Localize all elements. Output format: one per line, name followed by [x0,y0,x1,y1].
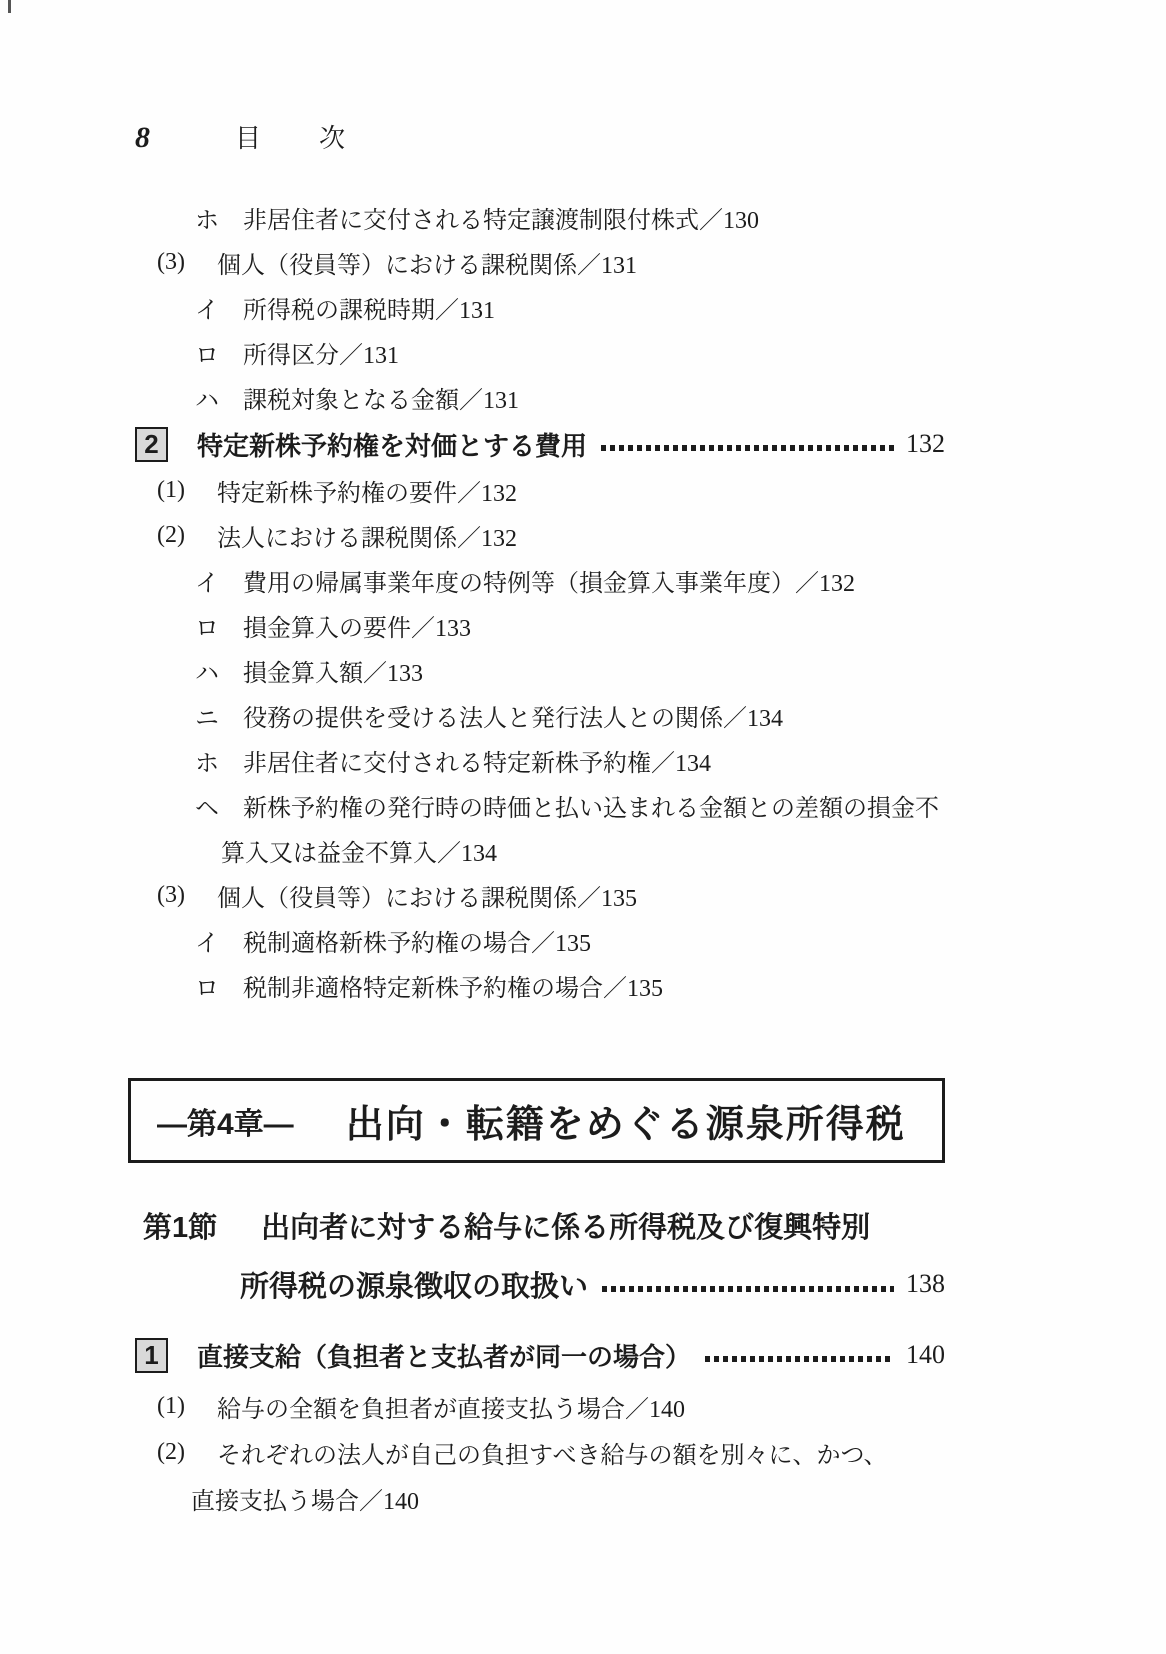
toc-entry-continuation [135,828,945,873]
toc-running-title: 目 次 [235,124,362,153]
toc-entry [135,648,945,693]
toc-entry [135,873,945,918]
section-title-part1: 出向者に対する給与に係る所得税及び復興特別 [261,1211,871,1244]
toc-entry [135,195,945,240]
entry-text: 個人（役員等）における課税関係／135 [217,886,637,912]
entry-text: 特定新株予約権を対価とする費用 [197,430,588,461]
section-title-part2: 所得税の源泉徴収の取扱い [240,1270,589,1303]
entry-text: 個人（役員等）における課税関係／131 [217,253,637,279]
toc-entry [135,513,945,558]
toc-entry [135,468,945,513]
entry-marker: ニ [195,706,219,732]
item-number-box: 1 [135,1338,168,1373]
entry-text: 損金算入の要件／133 [243,616,471,642]
page-ref: 140 [906,1340,945,1369]
entry-marker: (3) [157,249,185,275]
entry-marker: ホ [195,751,219,777]
entry-text: 法人における課税関係／132 [217,526,517,552]
toc-entry [135,1383,945,1429]
entry-marker: ロ [195,343,219,369]
toc-entry [135,783,945,828]
toc-list [135,195,945,1008]
toc-entry [135,558,945,603]
entry-marker: ロ [195,616,219,642]
toc-entry [135,918,945,963]
toc-entry-continuation [135,1475,945,1521]
entry-text: 所得区分／131 [243,343,399,369]
toc-entry [135,375,945,420]
page-ref: 138 [906,1269,945,1298]
entry-text: 非居住者に交付される特定譲渡制限付株式／130 [243,208,759,234]
toc-heading-entry [135,1331,945,1379]
entry-marker: ホ [195,208,219,234]
entry-text: 給与の全額を負担者が直接支払う場合／140 [217,1396,685,1423]
entry-text: 損金算入額／133 [243,661,423,687]
entry-marker: ロ [195,976,219,1002]
page-header [135,118,945,155]
toc-entry [135,963,945,1008]
entry-text: 特定新株予約権の要件／132 [217,481,517,507]
section-heading [135,1197,945,1315]
entry-text: 費用の帰属事業年度の特例等（損金算入事業年度）／132 [243,571,855,597]
entry-text: 算入又は益金不算入／134 [221,841,497,867]
entry-text: 役務の提供を受ける法人と発行法人との関係／134 [243,706,783,732]
section-heading-line1 [135,1197,945,1253]
toc-heading-entry [135,420,945,468]
toc-entry [135,330,945,375]
toc-entry [135,1429,945,1475]
dotted-leader [705,1356,894,1362]
entry-text: 非居住者に交付される特定新株予約権／134 [243,751,711,777]
entry-marker: (2) [157,522,185,548]
entry-marker: イ [195,298,219,324]
page-ref: 132 [906,429,945,458]
entry-marker: ヘ [195,796,219,822]
entry-marker: イ [195,931,219,957]
entry-marker: (2) [157,1438,185,1465]
page-number: 8 [135,121,150,154]
chapter-heading-box [128,1078,945,1163]
entry-text: 所得税の課税時期／131 [243,298,495,324]
toc-sublist [135,1383,945,1521]
entry-text: 税制非適格特定新株予約権の場合／135 [243,976,663,1002]
toc-entry [135,738,945,783]
entry-marker: (1) [157,477,185,503]
entry-marker: (1) [157,1392,185,1419]
item-number-box: 2 [135,427,168,462]
toc-entry [135,603,945,648]
entry-marker: イ [195,571,219,597]
dotted-leader [601,445,894,451]
section-number-label: 第1節 [143,1211,218,1244]
toc-entry [135,240,945,285]
page-content [135,118,945,1521]
chapter-title: 出向・転籍をめぐる源泉所得税 [345,1104,906,1146]
entry-marker: ハ [195,661,219,687]
dotted-leader [602,1286,894,1292]
entry-text: それぞれの法人が自己の負担すべき給与の額を別々に、かつ、 [217,1442,888,1469]
entry-marker: ハ [195,388,219,414]
entry-marker: (3) [157,882,185,908]
section-heading-line2 [135,1253,945,1315]
chapter-number-label: —第4章— [157,1107,294,1141]
scan-artifact [8,0,11,13]
entry-text: 課税対象となる金額／131 [243,388,519,414]
entry-text: 税制適格新株予約権の場合／135 [243,931,591,957]
toc-entry [135,693,945,738]
entry-text: 直接支払う場合／140 [191,1488,419,1515]
toc-entry [135,285,945,330]
entry-text: 新株予約権の発行時の時価と払い込まれる金額との差額の損金不 [243,796,939,822]
entry-text: 直接支給（負担者と支払者が同一の場合） [197,1341,692,1372]
